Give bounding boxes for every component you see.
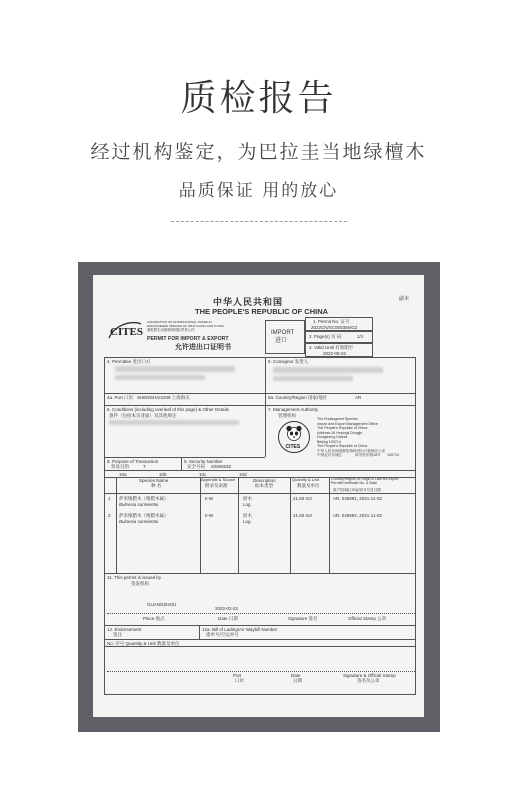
authority-line-10: 和平里东街18号 [355,453,381,457]
redacted-conditions [109,420,239,425]
port-sign-cn: 口岸 [235,678,244,683]
rule [104,470,416,471]
row-1-quantity: 21.60 m3 [293,496,312,501]
row-2-origin: AR, 045992, 2021-11-02 [333,513,382,518]
page-title: 质检报告 [180,78,337,119]
rule [104,639,416,640]
authority-label: 7. Management Authority [268,407,319,412]
col-quantity-en: Quantity & Unit [292,477,319,482]
valid-until-value: 2022-05-02 [323,351,347,356]
row-2-number: 2 [108,513,111,518]
issued-by-cn: 签发机构 [131,581,149,586]
purpose-cn: 贸易目的 [111,464,129,469]
page-count-label: 2. Page(s) 页 码 [309,334,342,339]
conditions-label: 6. Conditions (including overleaf of this page) & Other Details [107,407,229,412]
endorsement-columns: No. 序号 Quantity & Unit 数量及单位 [107,641,180,646]
rule [104,493,416,494]
endorsement-label: 12. Endorsement [107,627,142,632]
redacted-consignor [273,367,383,373]
subtitle-identification: 经过机构鉴定，为巴拉圭当地绿檀木 [90,141,427,163]
rule [200,477,201,573]
row-1-species-cn: 萨米维腊木（维腊木属） [119,496,169,501]
rule [104,457,265,458]
row-1-appendix: II-W [205,496,214,501]
cites-line-2: ENDANGERED SPECIES OF WILD FAUNA AND FLORA [147,324,224,328]
place-label: Place 地点 [143,616,165,621]
official-stamp-label: Official Stamp 公章 [348,616,387,621]
row-2-description-cn: 原木 [243,513,252,518]
permittee-label: 4. Permittee 进出口方 [107,359,151,364]
consignor-label: 5. Consignor 发货人 [268,359,309,364]
rule [181,457,182,470]
issue-date: 2022-02-22 [215,606,239,611]
valid-until-label: 3. Valid Until 有效期至 [309,345,354,350]
col-label-10c: 10c [199,472,207,477]
authority-line-1: The Endangered Species [317,417,358,421]
port-label: 4a. Port 口岸 [107,395,134,400]
authority-line-8: 中华人民共和国濒危物种进出口管理办公室 [317,448,386,453]
import-box [265,320,305,354]
col-description-en: Description [253,478,276,483]
row-2-species-en: Bulnesia sarmientoi [119,519,159,524]
page-count-value: 1/1 [357,334,364,339]
svg-text:CITES: CITES [110,326,144,338]
row-1-origin: AR, 045991, 2021-11-02 [333,496,382,501]
redacted-permittee [115,366,235,372]
col-origin-cn: 原产国/地区和证明书号及日期 [333,488,381,492]
permit-number-value: 2022CN/SC000356/GZ [311,325,358,330]
permit-title-cn: 允许进出口证明书 [175,344,231,351]
rule [104,405,416,406]
port-sign-label: Port [233,673,242,678]
authority-line-7: The People's Republic of China [317,444,368,448]
authority-line-11: 100714 [387,453,399,457]
authority-line-2: Import and Export Management Office [317,421,378,426]
row-1-description-en: Log [243,502,251,507]
col-appendix-en: Appendix & Source [201,477,236,482]
issued-by-label: 11. This permit is issued by [107,575,162,580]
subtitle-quality: 品质保证 用的放心 [178,181,339,201]
rule [238,477,239,573]
rule [265,405,266,457]
svg-text:CITES: CITES [285,444,301,450]
conditions-cn: 条件（包括本页背面）及其他规定 [109,413,177,418]
redacted-permittee-address [115,375,205,380]
rule [104,573,416,574]
purpose-label: 8. Purpose of Transaction [107,459,159,464]
doc-nation-cn: 中华人民共和国 [213,297,284,307]
bill-of-lading-label: 12a. Bill of Lading/Air Waybill Number [202,627,278,632]
rule [116,477,117,573]
country-label: 5a. Country/Region 国家/地区 [268,395,328,400]
authority-line-9: 中国北京东城区 [317,453,343,457]
rule [199,625,200,639]
col-label-10a: 10a [119,472,127,477]
security-label: 9. Security Number [184,459,223,464]
row-2-quantity: 21.60 m3 [293,513,312,518]
rule [107,613,415,614]
row-2-appendix: II-W [205,513,214,518]
rule [290,477,291,573]
signature-stamp-cn: 签名及公章 [357,678,380,683]
date-sign-cn: 日期 [293,678,302,683]
signature-label: Signature 签名 [288,616,318,621]
doc-nation-en: THE PEOPLE'S REPUBLIC OF CHINA [195,307,329,316]
purpose-value: T [143,464,146,469]
rule [104,393,416,394]
authority-line-3: The People's Republic of China [317,426,368,430]
security-cn: 安全号码 [187,464,205,469]
country-value: AR [355,395,362,400]
col-label-10b: 10b [159,472,167,477]
import-label-en: IMPORT [271,330,295,336]
dashed-divider [171,221,347,222]
cites-logo-icon [107,318,145,342]
row-1-number: 1 [108,496,111,501]
col-description-cn: 标本类型 [255,483,273,488]
cites-line-3: 濒危野生动植物种国际贸易公约 [147,328,195,332]
col-species-cn: 种 名 [151,483,162,488]
security-value: 20360632 [211,464,232,469]
authority-line-6: Beijing 100714 [317,439,341,444]
authority-line-4: Address:18 Hepingli Dongjie [317,430,363,435]
rule [329,477,330,573]
date-sign-label: Date [291,673,301,678]
authority-cn: 管理机构 [278,413,296,418]
issue-place: GUANGZHOU [147,602,177,607]
row-2-description-en: Log [243,519,251,524]
col-label-10d: 10d [239,472,247,477]
endorsement-cn: 签注 [113,632,122,637]
date-label: Date 日期 [218,616,238,621]
doc-copy-mark: 副本 [399,296,410,302]
rule [107,671,415,672]
port-value: SHENGHAI2209 上海海关 [137,395,190,400]
col-quantity-cn: 数量及单位 [297,483,320,488]
import-label-cn: 进口 [275,338,288,344]
cites-panda-seal-icon [277,420,311,454]
redacted-consignor-address [273,376,353,381]
authority-line-5: Dongcheng District [317,435,348,439]
rule [104,625,416,626]
col-appendix-cn: 附录及来源 [205,483,228,488]
rule [104,646,416,647]
row-1-species-en: Bulnesia sarmientoi [119,502,159,507]
signature-stamp-label: Signature & Official Stamp [343,673,396,678]
row-2-species-cn: 萨米维腊木（维腊木属） [119,513,169,518]
bill-of-lading-cn: 提单号/空运单号 [206,632,239,637]
cites-line-1: CONVENTION ON INTERNATIONAL TRADE IN [147,320,212,324]
col-species-en: Species Name [139,478,169,483]
col-origin-en: Country/Region of Origin & Last Re-export Permit/Certificate No. & Date [331,477,399,486]
permit-number-label: 1. Permit No. 证号 [313,319,350,324]
row-1-description-cn: 原木 [243,496,252,501]
permit-title-en: PERMIT FOR IMPORT & EXPORT [147,336,229,342]
certificate-document [93,275,424,717]
